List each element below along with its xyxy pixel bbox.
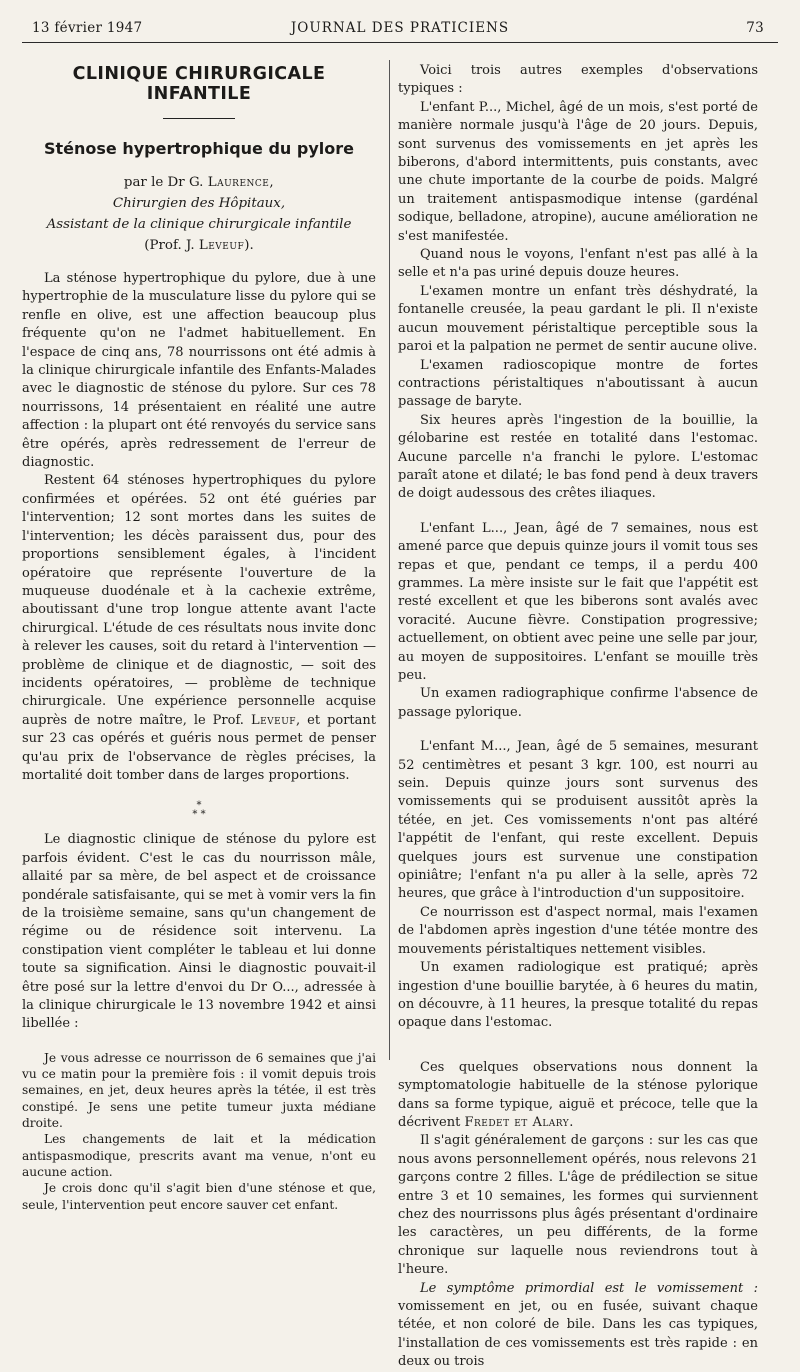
results-text-a: Restent 64 sténoses hypertrophiques du pylore confirmées et opérées. 52 ont été guéries par l'intervention; 12 sont mortes dans les suites de l'intervention; les décès paraissent dus, pour des proportions sensiblement égales, à l'incident opératoire que représente l'ouverture de la muqueuse duodénale et à la cachexie extrême, aboutissant d'une trop longue attente avant l'acte chirurgical. L'étude de ces résultats nous invite donc à relever les causes, soit du retard à l'intervention — problème de clinique et de diagnostic, — soit des incidents opératoires, — problème de technique chirurgicale. Une expérience personnelle acquise auprès de notre maître, le Prof. xyxy=(22,473,376,728)
spacer xyxy=(22,1034,376,1050)
observation-paragraph: Un examen radiographique confirme l'absence de passage pylorique. xyxy=(398,686,758,720)
byline-role-2: Assistant de la clinique chirurgicale infantile xyxy=(46,217,352,232)
paragraph-symptomatology xyxy=(398,1059,758,1133)
byline-by: par le Dr G. xyxy=(123,175,204,190)
observation-paragraph: L'examen radioscopique montre de fortes contractions péristaltiques n'aboutissant à aucun passage de baryte. xyxy=(398,357,758,410)
paragraph-diagnosis: Le diagnostic clinique de sténose du pylore est parfois évident. C'est le cas du nourrisson mâle, allaité par sa mère, de bel aspect et de croissance pondérale satisfaisante, qui se met à vomir vers la fin de la troisième semaine, sans qu'un changement de régime ou de résidence soit intervenu. La constipation vient compléter le tableau et lui donne toute sa signification. Ainsi le diagnostic pouvait-il être posé sur la lettre d'envoi du Dr O..., adressée à la clinique chirurgicale le 13 novembre 1942 et ainsi libellée : xyxy=(22,832,376,1032)
byline-prof-open: (Prof. J. xyxy=(144,238,195,253)
vomiting-lead: Le symptôme primordial est le vomissement : xyxy=(420,1280,758,1296)
observation-paragraph: Quand nous le voyons, l'enfant n'est pas allé à la selle et n'a pas uriné depuis douze heures. xyxy=(398,247,758,281)
results-name: Leveuf xyxy=(250,712,297,728)
observation-paragraph: L'examen montre un enfant très déshydraté, la fontanelle creusée, la peau gardant le pli. Il n'existe aucun mouvement péristaltique perceptible sous la paroi et la palpation ne permet de sentir aucune olive. xyxy=(398,283,758,355)
article-title: Sténose hypertrophique du pylore xyxy=(43,139,354,158)
observation-paragraph: L'enfant L..., Jean, âgé de 7 semaines, nous est amené parce que depuis quinze jours il vomit tous ses repas et que, pendant ce temps, il a perdu 400 grammes. La mère insiste sur le fait que l'appétit est resté excellent et que les biberons sont avalés avec voracité. Aucune fièvre. Constipation progressive; actuellement, on obtient avec peine une selle par jour, au moyen de suppositoires. L'enfant se mouille très peu. xyxy=(398,520,758,683)
byline-prof-name: Leveuf xyxy=(198,238,245,253)
running-header xyxy=(22,18,778,43)
byline-prof-close: ). xyxy=(244,238,254,253)
byline xyxy=(22,172,376,256)
observation-paragraph: Ce nourrisson est d'aspect normal, mais l'examen de l'abdomen après ingestion d'une tétée montre des mouvements péristaltiques nettement visibles. xyxy=(398,904,758,957)
column-rule xyxy=(389,60,390,1060)
paragraph-intro: La sténose hypertrophique du pylore, due à une hypertrophie de la musculature lisse du pylore qui se renfle en olive, est une affection beaucoup plus fréquente qu'on ne l'admet habituellement. En l'espace de cinq ans, 78 nourrissons ont été admis à la clinique chirurgicale infantile des Enfants-Malades avec le diagnostic de sténose du pylore. Sur ces 78 nourrissons, 14 présentaient en réalité une autre affection : la plupart ont été renvoyés du service sans être opérés, après redressement de l'erreur de diagnostic. xyxy=(22,271,376,471)
observation-paragraph: Un examen radiologique est pratiqué; après ingestion d'une bouillie barytée, à 6 heures du matin, on découvre, à 11 heures, la presque totalité du repas opaque dans l'estomac. xyxy=(398,960,758,1031)
byline-author-line xyxy=(22,172,376,193)
header-page-number: 73 xyxy=(746,20,764,36)
observation-paragraph: L'enfant P..., Michel, âgé de un mois, s'est porté de manière normale jusqu'à l'âge de 20 jours. Depuis, sont survenus des vomissements en jet après les biberons, d'abord intermittents, puis constants, avec une chute importante de la courbe de poids. Malgré un traitement antispasmodique intense (gardénal sodique, belladone, atropine), aucune amélioration ne s'est manifestée. xyxy=(398,99,758,244)
quote-paragraph: Les changements de lait et la médication antispasmodique, prescrits avant ma venue, n'ont eu aucune action. xyxy=(22,1132,376,1179)
symptomatology-text: Ces quelques observations nous donnent la symptomatologie habituelle de la sténose pylorique dans sa forme typique, aiguë et précoce, telle que la décrivent xyxy=(398,1059,758,1130)
results-text-b: , et portant sur 23 cas opérés et guéris nous permet de penser qu'au prix de l'observance de règles précises, la mortalité doit tomber dans de larges proportions. xyxy=(22,712,377,783)
observation-paragraph: L'enfant M..., Jean, âgé de 5 semaines, mesurant 52 centimètres et pesant 3 kgr. 100, est nourri au sein. Depuis quinze jours sont survenus des vomissements qui se produisent aussitôt après la tétée, en jet. Ces vomissements n'ont pas altéré l'appétit de l'enfant, qui reste excellent. Depuis quelques jours est survenue une constipation opiniâtre; l'enfant n'a pu aller à la selle, après 72 heures, que grâce à l'introduction d'un suppositoire. xyxy=(398,739,758,902)
right-column xyxy=(398,62,758,1372)
title-rule xyxy=(163,118,235,119)
byline-author: Laurence, xyxy=(207,175,275,190)
observation-2 xyxy=(398,520,758,722)
byline-prof xyxy=(22,235,376,256)
asterism-bottom: * * xyxy=(192,809,206,821)
spacer xyxy=(398,1033,758,1059)
observation-paragraph: Six heures après l'ingestion de la bouillie, la gélobarine est restée en totalité dans l'estomac. Aucune parcelle n'a franchi le pylore. L'estomac paraît atone et dilaté; le bas fond pend à deux travers de doigt audessous des crêtes iliaques. xyxy=(398,412,758,502)
vomiting-text: vomissement en jet, ou en fusée, suivant chaque tétée, et non coloré de bile. Dans les cas typiques, l'installation de ces vomissements est très rapide : en deux ou trois xyxy=(398,1299,758,1370)
paragraph-vomiting xyxy=(398,1280,758,1372)
letter-quote xyxy=(22,1050,376,1213)
observation-3 xyxy=(398,738,758,1033)
paragraph-results xyxy=(22,472,376,785)
paragraph-boys: Il s'agit généralement de garçons : sur les cas que nous avons personnellement opérés, nous relevons 21 garçons contre 2 filles. L'âge de prédilection se situe entre 3 et 10 semaines, les formes qui surviennent chez des nourrissons plus âgés présentant d'ordinaire les caractères, un peu différents, de la forme chronique sur laquelle nous reviendrons tout à l'heure. xyxy=(398,1133,758,1278)
left-column xyxy=(22,62,376,1213)
header-journal-title: JOURNAL DES PRATICIENS xyxy=(290,20,510,36)
asterism xyxy=(22,801,376,819)
quote-paragraph: Je vous adresse ce nourrisson de 6 semaines que j'ai vu ce matin pour la première fois : il vomit depuis trois semaines, en jet, deux heures après la tétée, il est très constipé. Je sens une petite tumeur juxta médiane droite. xyxy=(22,1050,376,1131)
spacer xyxy=(398,722,758,738)
observations-intro: Voici trois autres exemples d'observations typiques : xyxy=(398,63,758,97)
symptomatology-authors: Fredet et Alary. xyxy=(464,1114,574,1130)
spacer xyxy=(398,504,758,520)
observation-1 xyxy=(398,99,758,504)
asterism-top: * xyxy=(196,800,202,812)
byline-role-1: Chirurgien des Hôpitaux, xyxy=(112,196,286,211)
header-date: 13 février 1947 xyxy=(32,20,143,36)
section-title: CLINIQUE CHIRURGICALE INFANTILE xyxy=(72,64,326,104)
quote-paragraph: Je crois donc qu'il s'agit bien d'une sténose et que, seule, l'intervention peut encore sauver cet enfant. xyxy=(22,1181,376,1212)
